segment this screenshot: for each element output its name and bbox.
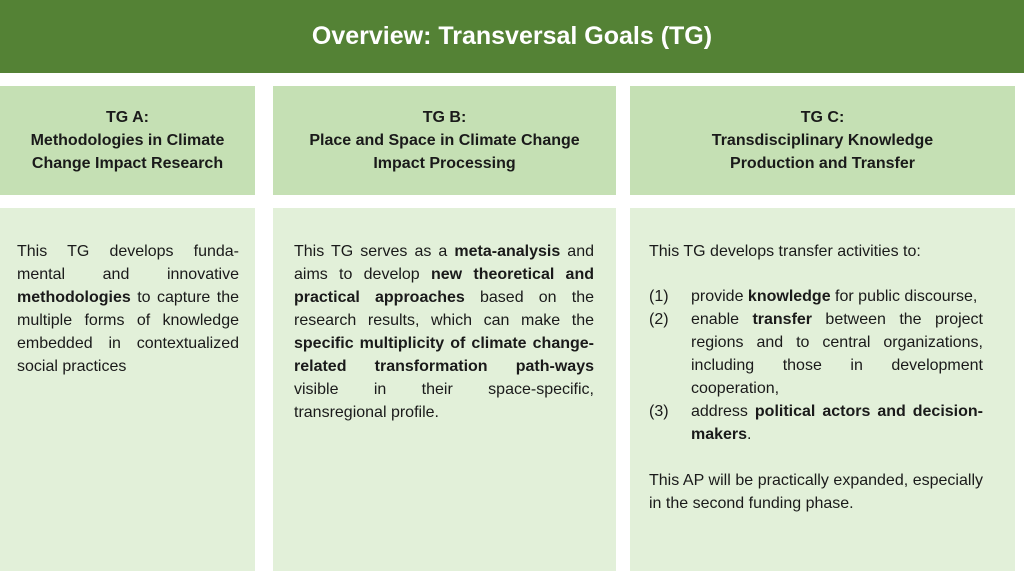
tg-a-text-2: methodologies [17,289,131,306]
item-1-text-2: knowledge [747,288,831,305]
tg-b-text-5: based on the research results, which can make the [294,289,594,329]
tg-c-closing: This AP will be practically expanded, especially in the second funding phase. [649,472,983,512]
tg-c-intro: This TG develops transfer activities to: [649,243,921,260]
tg-c-heading-line-1: Transdisciplinary Knowledge [711,132,934,149]
tg-a-text-1: This TG develops funda-mental and innovative [17,243,239,283]
list-item-number: (3) [649,403,669,420]
list-item [649,285,983,308]
tg-c-body [630,208,1015,571]
tg-b-header [273,86,616,195]
tg-b-text-4: new theoretical and practical approaches [294,266,594,306]
list-item-number: (2) [649,311,669,328]
item-2-text-3: between the project regions and to central organizations, including those in development cooperation, [691,311,983,397]
tg-a-header [0,86,255,195]
tg-b-text-7: visible in their space-specific, transregional profile. [294,381,594,421]
item-1-text-1: provide [691,288,748,305]
tg-b-heading-line-1: Place and Space in Climate Change [309,132,580,149]
tg-a-body [0,208,255,571]
item-3-text-2: political actors and decision-makers [691,403,983,443]
tg-c-header [630,86,1015,195]
tg-c-activity-list [649,285,983,446]
list-item [649,400,983,446]
list-item [649,308,983,400]
list-item-text [691,400,983,446]
tg-a-heading-line-1: Methodologies in Climate [30,132,225,149]
tg-a-id: TG A: [106,109,149,126]
slide-title-banner [0,0,1024,73]
tg-b-text-6: specific multiplicity of climate change-related transformation path-ways [294,335,594,375]
list-item-text [691,285,983,308]
item-2-text-2: transfer [752,311,813,328]
tg-c-id: TG C: [800,109,845,126]
tg-a-text-3: to capture the multiple forms of knowledge embedded in contextualized social practices [17,289,239,375]
item-3-text-3: . [747,426,752,443]
tg-b-text-3: and aims to develop [294,243,594,283]
tg-c-heading-line-2: Production and Transfer [730,155,915,172]
list-item-number: (1) [649,288,669,305]
item-3-text-1: address [691,403,755,420]
tg-b-body [273,208,616,571]
tg-b-description [294,240,594,424]
tg-b-text-2: meta-analysis [454,243,561,260]
tg-b-id: TG B: [422,109,467,126]
item-2-text-1: enable [691,311,753,328]
tg-a-description [17,240,239,378]
item-1-text-3: for public discourse, [830,288,978,305]
tg-b-heading-line-2: Impact Processing [373,155,516,172]
list-item-text [691,308,983,400]
slide-title: Overview: Transversal Goals (TG) [311,22,713,50]
tg-b-text-1: This TG serves as a [294,243,455,260]
tg-a-heading-line-2: Change Impact Research [31,155,224,172]
